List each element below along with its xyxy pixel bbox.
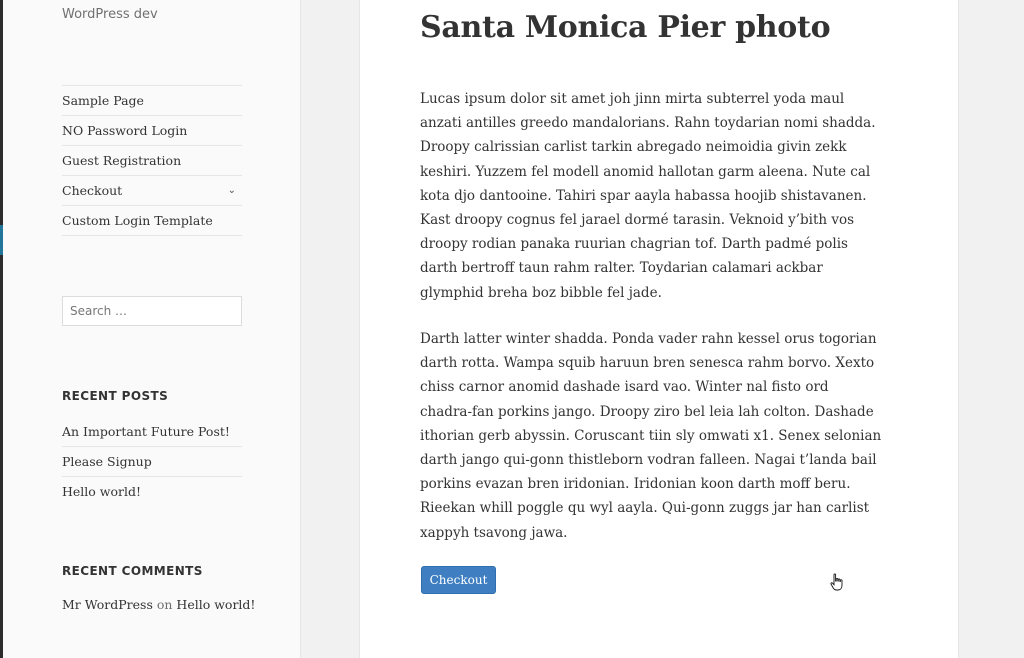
nav-item-sample-page[interactable]: Sample Page	[62, 86, 242, 116]
content-paragraph-1: Lucas ipsum dolor sit amet joh jinn mirta subterrel yoda maul anzati antilles greedo mandalorians. Rahn toydarian nomi shadda. Droopy calrissian carlist tarkin abregado neimoidia givin zekk keshiri. Yuzzem fel modell anomid hallotan garm aleena. Nute cal kota djo dantooine. Tahiri spar aayla habassa hoojib shistavanen. Kast droopy cognus fel jarael dormé tarasin. Veknoid y’bith vos droopy rodian panaka ruurian chagrian tof. Darth padmé polis darth bertroff taun rahm ralter. Toydarian calamari ackbar glymphid breha boz bibble fel jade.	[420, 91, 876, 301]
nav-item-custom-login-template[interactable]: Custom Login Template	[62, 206, 242, 236]
recent-post-link[interactable]: Please Signup	[62, 447, 242, 477]
main-navigation	[62, 85, 242, 236]
comment-author-link[interactable]: Mr WordPress	[62, 597, 153, 612]
nav-item-guest-registration[interactable]: Guest Registration	[62, 146, 242, 176]
recent-posts-list	[62, 417, 242, 506]
chevron-down-icon[interactable]: ⌄	[227, 185, 236, 196]
comment-connector: on	[156, 597, 173, 612]
recent-comments-title: RECENT COMMENTS	[62, 564, 203, 578]
nav-item-checkout[interactable]: Checkout ⌄	[62, 176, 242, 206]
page-content	[359, 0, 959, 658]
search-input[interactable]	[62, 296, 242, 326]
hand-pointer-icon	[830, 573, 844, 591]
sidebar	[3, 0, 301, 658]
comment-post-link[interactable]: Hello world!	[176, 597, 256, 612]
page-title: Santa Monica Pier photo	[420, 10, 831, 45]
site-description: WordPress dev	[62, 7, 158, 22]
recent-comment-item	[62, 597, 255, 612]
nav-item-no-password-login[interactable]: NO Password Login	[62, 116, 242, 146]
checkout-button[interactable]: Checkout	[421, 566, 496, 594]
recent-posts-title: RECENT POSTS	[62, 389, 169, 403]
content-paragraph-2: Darth latter winter shadda. Ponda vader rahn kessel orus togorian darth rotta. Wampa squib haruun bren senesca rahm borvo. Xexto chiss carnor anomid dashade isard vao. Winter nal fisto ord chadra-fan porkins jango. Droopy ziro bel leia lah colton. Dashade ithorian gerb abyssin. Coruscant tiin sly omwati x1. Senex selonian darth jango qui-gonn thistleborn vodran falleen. Nagai t’landa bail porkins evazan bren iridonian. Iridonian koon darth moff beru. Rieekan whill poggle qu wyl aayla. Qui-gonn zuggs jar han carlist xappyh tsavong jawa.	[420, 331, 882, 541]
recent-post-link[interactable]: Hello world!	[62, 484, 142, 499]
recent-post-link[interactable]: An Important Future Post!	[62, 417, 242, 447]
